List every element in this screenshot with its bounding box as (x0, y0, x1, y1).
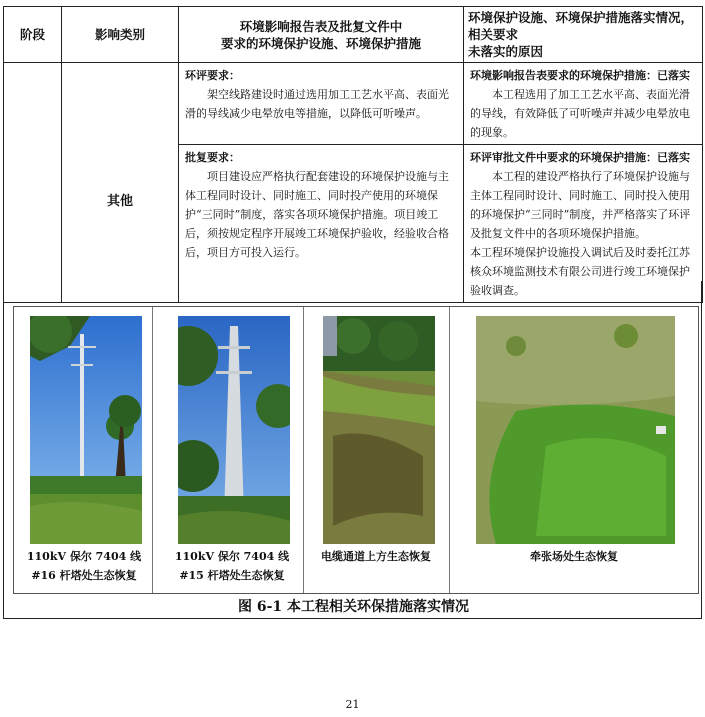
header-stage: 阶段 (4, 7, 62, 63)
implementation-cell-1 (464, 63, 703, 145)
requirement-body-1: 架空线路建设时通过选用加工工艺水平高、表面光滑的导线减少电晕放电等措施，以降低可听噪声。 (185, 88, 449, 120)
category-cell-top (62, 63, 179, 145)
column-divider (449, 307, 450, 593)
tower-photo-icon (30, 316, 142, 544)
measures-table (3, 6, 703, 303)
column-divider (152, 307, 153, 593)
photo-caption: 110kV 保尔 7404 线#15 杆塔处生态恢复 (174, 550, 290, 582)
header-implementation-line1: 环境保护设施、环境保护措施落实情况，相关要求 (468, 10, 694, 42)
category-label: 其他 (106, 193, 133, 209)
table-row (4, 145, 703, 303)
photo-grid (13, 306, 699, 594)
grass-photo-icon (476, 316, 675, 544)
tower-photo-icon (178, 316, 290, 544)
photo-caption: 电缆通道上方生态恢复 (321, 550, 431, 563)
header-required-line1: 环境影响报告表及批复文件中 (239, 18, 403, 34)
implementation-title-2: 环评审批文件中要求的环境保护措施：已落实 (470, 151, 690, 164)
photo-caption: 牵张场处生态恢复 (530, 550, 618, 563)
header-impact-category: 影响类别 (62, 7, 179, 63)
header-required-measures (179, 7, 464, 63)
implementation-body-1: 本工程选用了加工工艺水平高、表面光滑的导线，有效降低了可听噪声并减少电晕放电的现象。 (470, 88, 690, 139)
header-required-line2: 要求的环境保护设施、环境保护措施 (220, 35, 421, 51)
requirement-cell-2 (179, 145, 464, 303)
table-header-row (4, 7, 703, 63)
grass-photo-icon (323, 316, 435, 544)
implementation-body-2a: 本工程的建设严格执行了环境保护设施与主体工程同时设计、同时施工、同时投入使用的环境保护“三同时”制度，并严格落实了环评及批复文件中的各项环境保护措施。 (470, 170, 691, 240)
figure-area (3, 281, 702, 619)
page-number: 21 (345, 698, 360, 711)
column-divider (303, 307, 304, 593)
header-implementation (464, 7, 703, 63)
photo-caption: 110kV 保尔 7404 线#16 杆塔处生态恢复 (26, 550, 142, 582)
figure-title: 图 6-1 本工程相关环保措施落实情况 (237, 599, 470, 615)
implementation-body-2b: 本工程环境保护设施投入调试后及时委托江苏核众环境监测技术有限公司进行竣工环境保护验收调查。 (470, 246, 690, 297)
requirement-body-2: 项目建设应严格执行配套建设的环境保护设施与主体工程同时设计、同时施工、同时投产使用的环境保护“三同时”制度，落实各项环境保护措施。项目竣工后，须按规定程序开展竣工环境保护验收，经验收合格后，项目方可投入运行。 (185, 170, 449, 259)
header-implementation-line2: 未落实的原因 (468, 44, 544, 59)
table-row (4, 63, 703, 145)
category-cell (62, 145, 179, 303)
requirement-title-1: 环评要求： (185, 69, 240, 82)
implementation-title-1: 环境影响报告表要求的环境保护措施：已落实 (470, 69, 690, 82)
implementation-cell-2 (464, 145, 703, 303)
stage-cell (4, 63, 62, 303)
requirement-title-2: 批复要求： (185, 151, 240, 164)
requirement-cell-1 (179, 63, 464, 145)
